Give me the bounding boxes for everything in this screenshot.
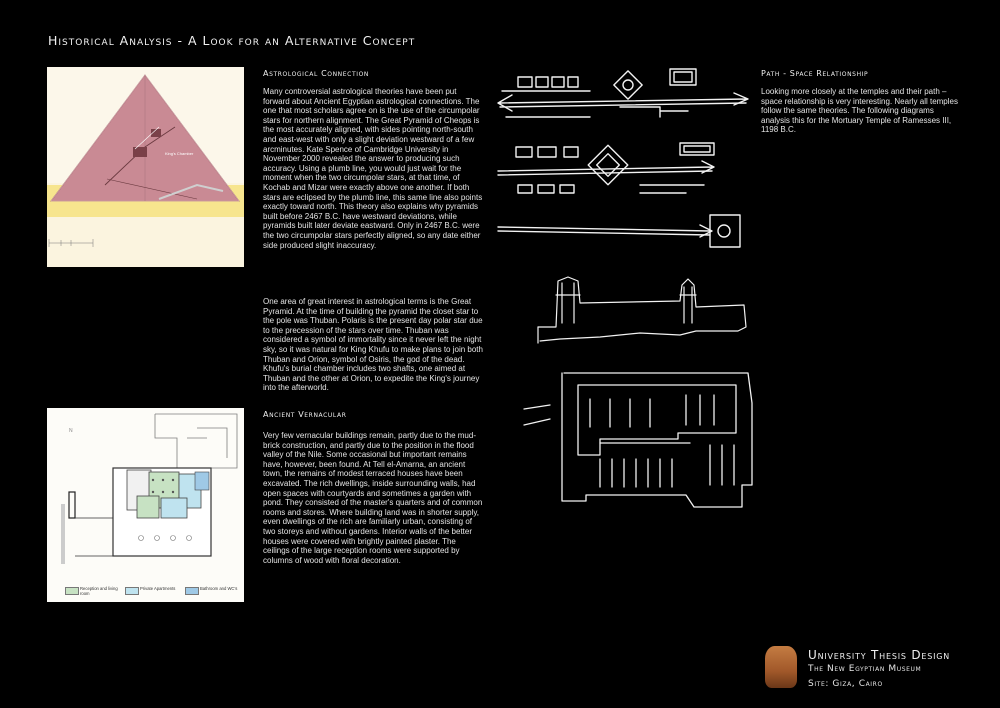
footer-subtitle: The New Egyptian Museum xyxy=(808,664,922,674)
path-diagram-3 xyxy=(498,215,740,247)
vernacular-heading: Ancient Vernacular xyxy=(263,410,347,419)
vernacular-paragraph: Very few vernacular buildings remain, partly due to the mud-brick construction, and partly due to the position in the flood valley of the Nile. Some occasional but important remains have, however, been found. At Tell el-Amarna, an ancient town, the remains of modest terraced houses have been excavated. The rich dwellings, inside surrounding walls, had open spaces with courtyards and sometimes a garden with pond. They consisted of the master's quarters and of common rooms and stores. Where building land was in shorter supply, even dwellings of the rich are familiarly urban, consisting of two storeys and without gardens. Interior walls of the better houses were covered with brightly painted plaster. The ceilings of the large reception rooms were supported by columns of wood with floral decoration. xyxy=(263,431,483,565)
astrological-heading: Astrological Connection xyxy=(263,69,369,78)
astrological-paragraph-1: Many controversial astrological theories have been put forward about Ancient Egyptian astrological connections. The one that most scholars agree on is the use of the circumpolar stars for northern alignment. The Great Pyramid of Cheops is the most accurately aligned, with sides pointing north-south and east-west with only a slight deviation westward of a few arcminutes. Kate Spence of Cambridge University in November 2000 revealed the answer to producing such accuracy. Using a plumb line, you would just wait for the moment when the two circumpolar stars, at that time, of Kochab and Mizar were exactly above one another. If both stars are eclipsed by the plumb line, this same line also points exactly toward north. This theory also explains why pyramids built before 2467 B.C. have westward deviations, while pyramids built later deviate eastward. Only in 2467 B.C. were the two circumpolar stars perfectly aligned, so any date either side produced slight inaccuracy. xyxy=(263,87,483,250)
kings-chamber-label: King's Chamber xyxy=(165,151,194,156)
svg-text:N: N xyxy=(69,428,73,434)
page-title: Historical Analysis - A Look for an Alternative Concept xyxy=(48,33,416,48)
house-plan-figure xyxy=(47,408,244,602)
plan-legend xyxy=(65,587,243,601)
path-space-heading: Path - Space Relationship xyxy=(761,69,869,78)
path-space-paragraph: Looking more closely at the temples and their path – space relationship is very interesting. Nearly all temples follow the same theories. The following diagrams analysis this for the Mortuary Temple of Ramesses III, 1198 B.C. xyxy=(761,87,958,135)
legend-swatch-reception xyxy=(65,587,79,595)
temple-path-sketches xyxy=(490,55,760,530)
astrological-paragraph-2: One area of great interest in astrological terms is the Great Pyramid. At the time of building the pyramid the closet star to the pole was Thuban. Polaris is the present day polar star due to the precession of the stars over time. Thuban was considered a symbol of immortality since it never left the night sky, so it was natural for King Khufu to make plans to join both Thuban and Orion, symbol of Osiris, the god of the dead. Khufu's burial chamber includes two shafts, one aimed at Thuban and the other at Orion, to expedite the King's journey into the afterworld. xyxy=(263,297,483,393)
path-diagram-1 xyxy=(498,69,748,117)
footer-logo-statue xyxy=(765,646,797,688)
footer-site: Site: Giza, Cairo xyxy=(808,679,883,689)
legend-label-reception: Reception and living room xyxy=(80,586,118,596)
house-plan-drawing xyxy=(47,408,244,602)
pyramid-section-figure xyxy=(47,67,244,267)
path-diagram-2 xyxy=(498,143,714,193)
temple-plan xyxy=(524,373,752,507)
legend-swatch-bathroom xyxy=(185,587,199,595)
legend-swatch-private xyxy=(125,587,139,595)
legend-label-private: Private Apartments xyxy=(140,586,176,591)
footer-title: University Thesis Design xyxy=(808,648,951,662)
legend-label-bathroom: Bathroom and WC's xyxy=(200,586,238,591)
temple-section xyxy=(538,277,746,343)
